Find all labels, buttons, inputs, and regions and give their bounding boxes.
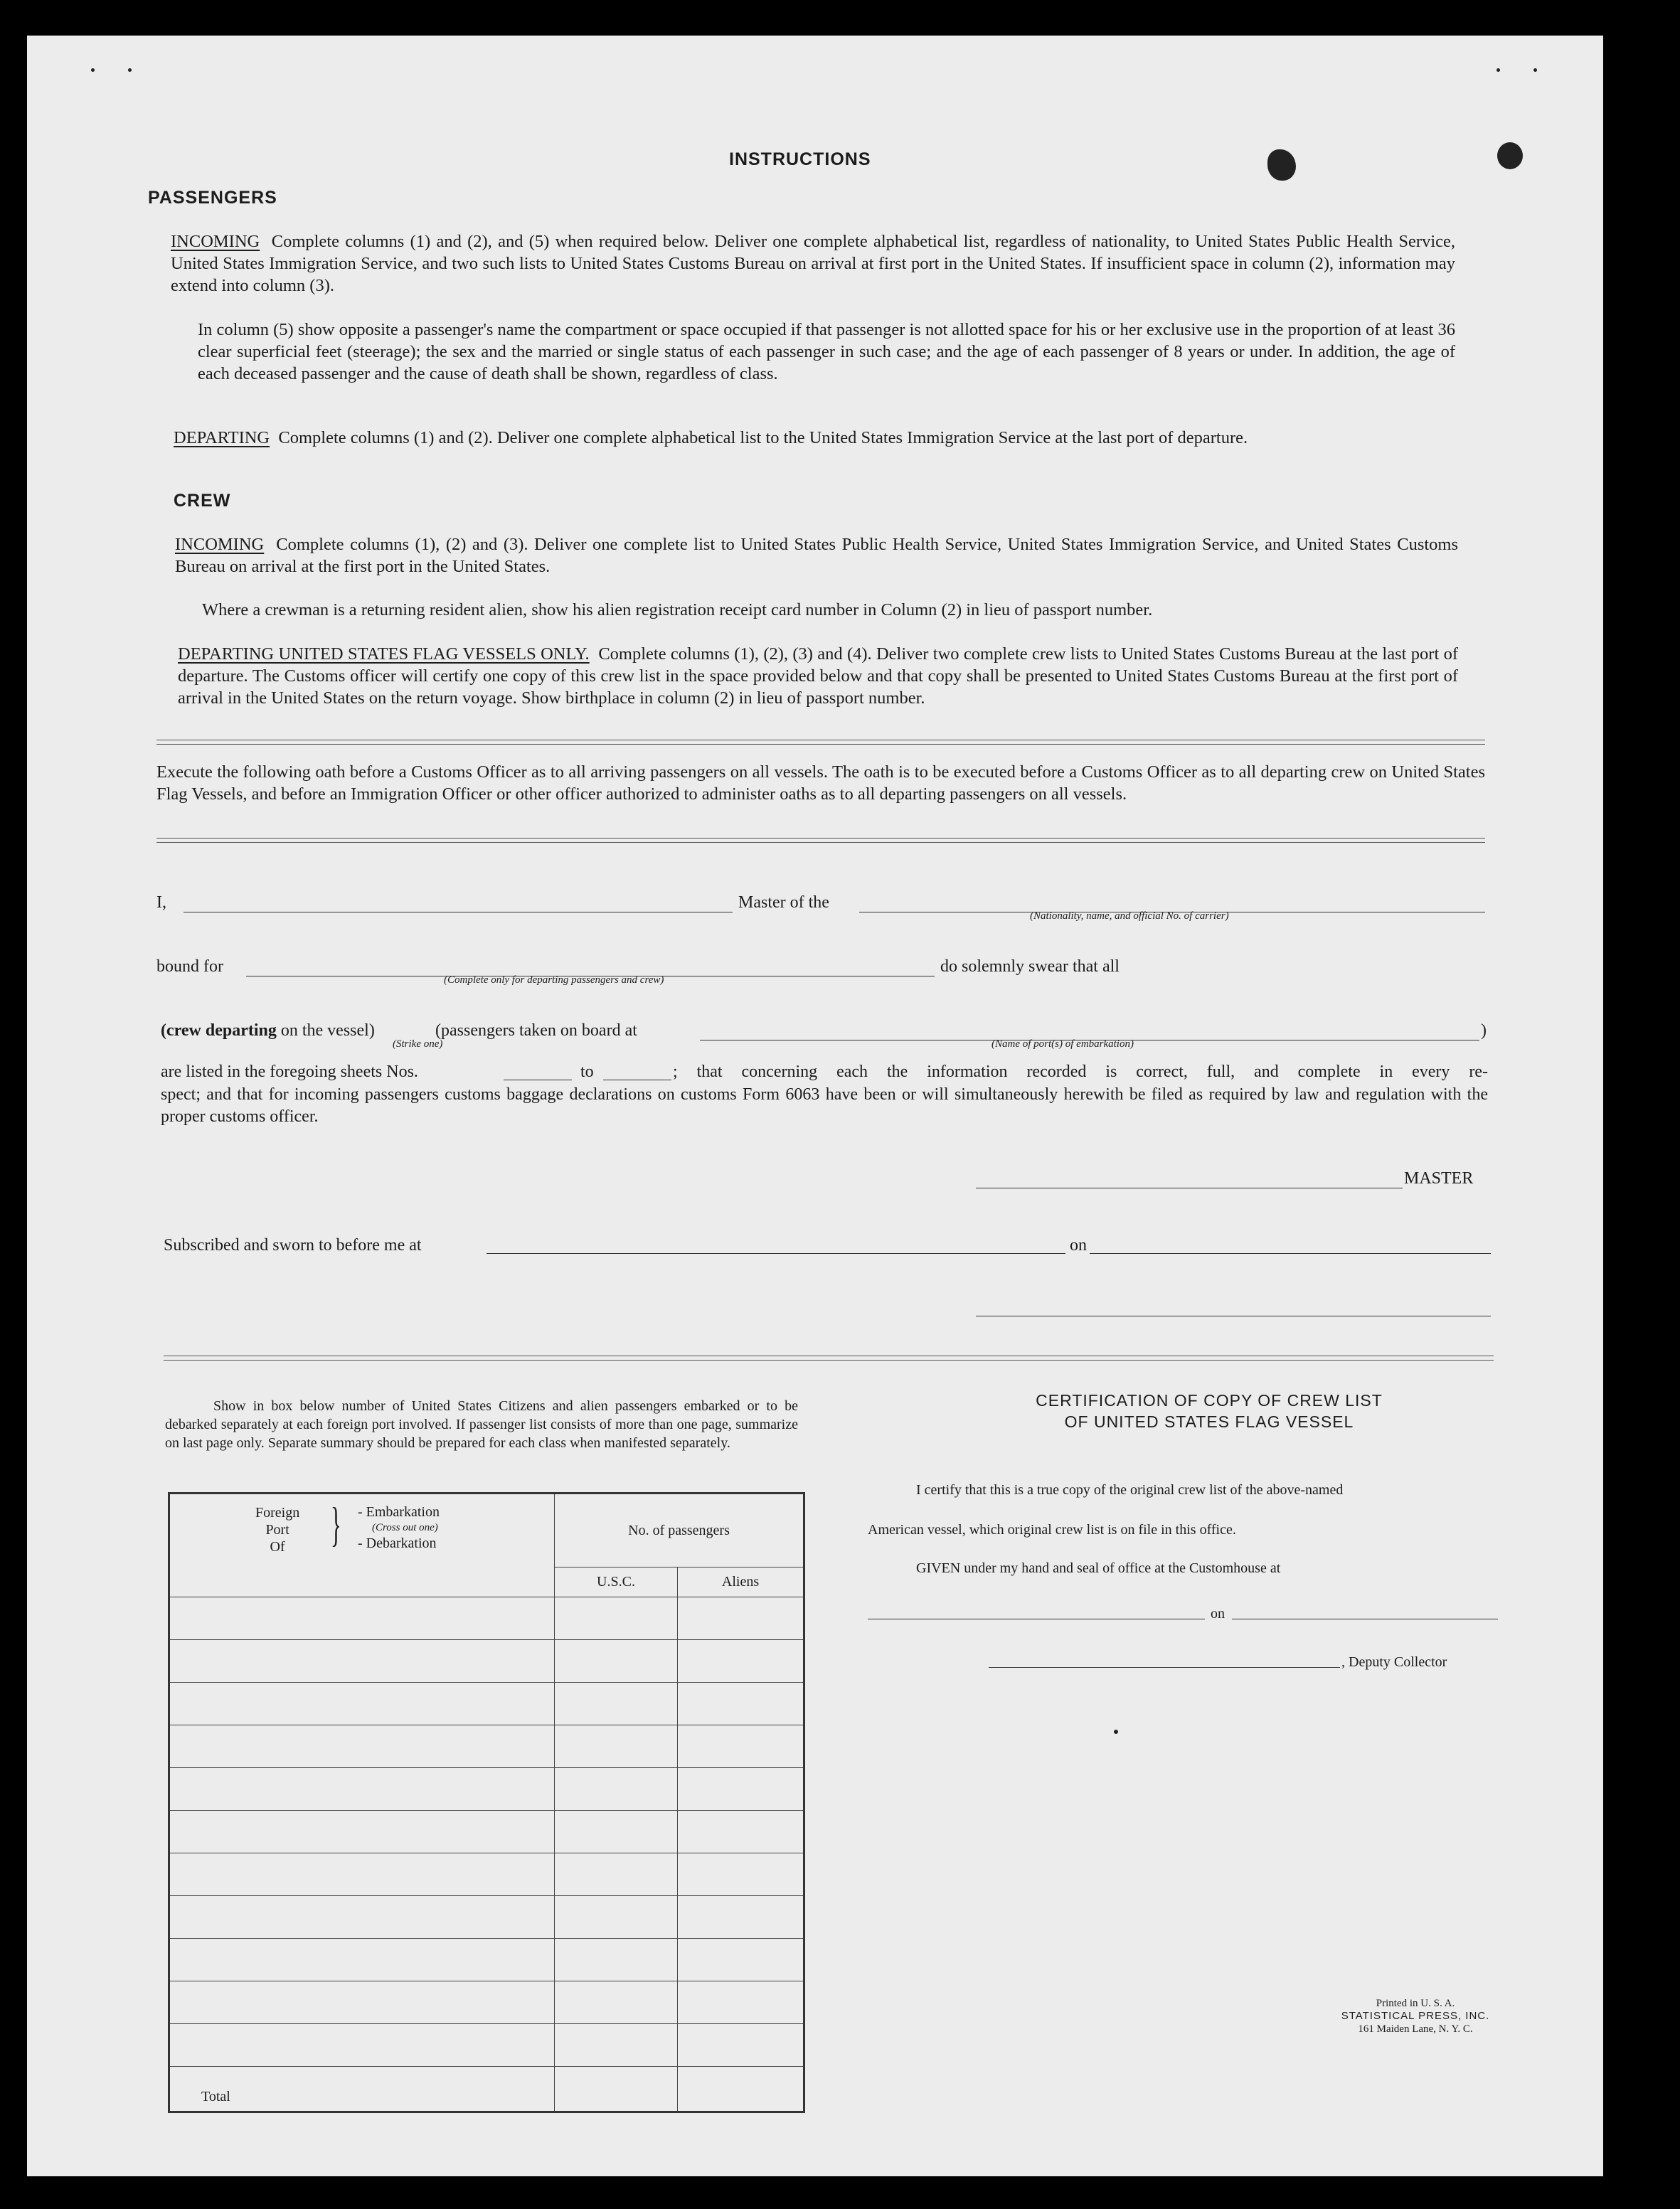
carrier-caption: (Nationality, name, and official No. of carrier) [1030,910,1229,922]
brace-glyph: } [331,1497,341,1551]
port-header-cell [169,1494,555,1597]
table-row [169,1725,804,1768]
usc-cell[interactable] [555,1853,678,1896]
usc-cell[interactable] [555,1768,678,1811]
certification-title-line1: CERTIFICATION OF COPY OF CREW LIST [1036,1391,1383,1410]
table-row [169,1768,804,1811]
passengers-departing-paragraph [174,427,1455,449]
usc-cell[interactable] [555,1939,678,1981]
sworn-date-field[interactable] [1090,1253,1491,1254]
listed-post: ; that concerning each the information recorded is correct, full, and complete in every re- [673,1063,1488,1081]
total-usc-cell[interactable] [555,2067,678,2112]
speck [1114,1730,1118,1734]
crew-departing-label: DEPARTING UNITED STATES FLAG VESSELS ONLY. [178,644,590,664]
passengers-column5-paragraph: In column (5) show opposite a passenger's name the compartment or space occupied if that passenger is not allotted space for his or her exclusive use in the proportion of at least 36 clear superficial feet (steerage); the sex and the married or single status of each passenger in such case; and the age of each passenger of 8 years or under. In addition, the age of each deceased passenger and the cause of death shall be shown, regardless of class. [198,320,1455,383]
aliens-cell[interactable] [678,1725,804,1768]
printer-line2: STATISTICAL PRESS, INC. [1341,2010,1490,2022]
cert-on-label: on [1211,1606,1225,1622]
table-row [169,1981,804,2024]
deputy-signature-field[interactable] [989,1667,1340,1668]
port-cell[interactable] [169,1896,555,1939]
speck [91,68,95,72]
bound-caption: (Complete only for departing passengers and crew) [444,974,664,986]
aliens-header: Aliens [678,1567,804,1597]
port-cell[interactable] [169,2024,555,2067]
usc-cell[interactable] [555,1640,678,1683]
port-cell[interactable] [169,1768,555,1811]
crew-departing-paragraph [178,643,1458,709]
ink-blot [1267,149,1296,181]
certify-line1: I certify that this is a true copy of the original crew list of the above-named [916,1482,1344,1498]
aliens-cell[interactable] [678,1640,804,1683]
aliens-cell[interactable] [678,1939,804,1981]
usc-cell[interactable] [555,1896,678,1939]
sworn-place-field[interactable] [487,1253,1065,1254]
crew-departing-text: (crew departing [161,1021,277,1040]
on-the-vessel-text: on the vessel) [280,1021,375,1040]
certification-title [925,1390,1494,1432]
swear-text: do solemnly swear that all [940,957,1120,976]
deputy-collector-label: , Deputy Collector [1341,1654,1447,1670]
crew-heading: CREW [174,491,231,511]
port-cell[interactable] [169,1939,555,1981]
aliens-cell[interactable] [678,1811,804,1853]
total-aliens-cell[interactable] [678,2067,804,2112]
port-cell[interactable] [169,1811,555,1853]
of-label: Of [270,1539,285,1555]
crew-incoming-label: INCOMING [175,535,265,554]
usc-header: U.S.C. [555,1567,678,1597]
embark-debark-options [358,1504,440,1551]
certify-line2: American vessel, which original crew list is on file in this office. [868,1522,1236,1538]
no-passengers-header: No. of passengers [555,1494,804,1567]
passengers-incoming-label: INCOMING [171,232,260,251]
usc-cell[interactable] [555,2024,678,2067]
subscribed-label: Subscribed and sworn to before me at [164,1236,422,1255]
bound-for-label: bound for [156,957,223,976]
crew-departing-text: Complete columns (1), (2), (3) and (4). Deliver two complete crew lists to United States Customs Bureau at the last port of departure. The Customs officer will certify one copy of this crew list in the space provided below and that copy shall be presented to United States Customs Bureau at the first port of arrival in the United States on the return voyage. Show birthplace in column (2) in lieu of passport number. [178,644,1458,708]
listed-rest: spect; and that for incoming passengers customs baggage declarations on customs Form 6063 have been or will simultaneously herewith be filed as required by law and regulation with the proper customs officer. [161,1085,1488,1126]
speck [1496,68,1500,72]
port-cell[interactable] [169,1853,555,1896]
usc-cell[interactable] [555,1683,678,1725]
aliens-cell[interactable] [678,1597,804,1640]
strike-caption: (Strike one) [393,1038,443,1050]
listed-to: to [580,1063,594,1081]
oath-intro: Execute the following oath before a Customs Officer as to all arriving passengers on all vessels. The oath is to be executed before a Customs Officer as to all departing crew on United States Flag Vessels, and before an Immigration Officer or other officer authorized to administer oaths as to all departing passengers on all vessels. [156,762,1485,804]
usc-cell[interactable] [555,1597,678,1640]
speck [1533,68,1537,72]
listed-pre: are listed in the foregoing sheets Nos. [161,1063,418,1081]
certification-title-line2: OF UNITED STATES FLAG VESSEL [1064,1412,1354,1431]
table-row [169,1853,804,1896]
port-cell[interactable] [169,1725,555,1768]
passengers-incoming-text: Complete columns (1) and (2), and (5) when required below. Deliver one complete alphabetical list, regardless of nationality, to United States Public Health Service, United States Immigration Service, and two such lists to United States Customs Bureau on arrival at first port in the United States. If insufficient space in column (2), information may extend into column (3). [171,232,1456,295]
cross-out-label: (Cross out one) [372,1522,438,1533]
summary-note: Show in box below number of United States Citizens and alien passengers embarked or to be debarked separately at each foreign port involved. If passenger list consists of more than one page, summarize on last page only. Separate summary should be prepared for each class when manifested separately. [165,1398,798,1451]
master-label: MASTER [1404,1169,1474,1188]
printer-line3: 161 Maiden Lane, N. Y. C. [1358,2023,1473,2035]
aliens-cell[interactable] [678,1981,804,2024]
usc-cell[interactable] [555,1725,678,1768]
debarkation-label: - Debarkation [358,1535,437,1551]
speck [128,68,132,72]
passengers-taken-label: (passengers taken on board at [435,1021,637,1040]
divider [156,838,1485,843]
port-cell[interactable] [169,1981,555,2024]
foreign-label: Foreign [255,1505,300,1521]
passengers-departing-label: DEPARTING [174,428,270,447]
foreign-port-of [255,1504,299,1555]
total-row [169,2067,804,2112]
table-row [169,1896,804,1939]
port-cell[interactable] [169,1597,555,1640]
crew-resident-paragraph: Where a crewman is a returning resident alien, show his alien registration receipt card number in Column (2) in lieu of passport number. [202,600,1153,619]
table-row [169,1811,804,1853]
passenger-summary-table [168,1492,805,2113]
ink-blot [1497,142,1523,169]
total-label: Total [169,2067,555,2112]
page-title: INSTRUCTIONS [729,149,871,169]
aliens-cell[interactable] [678,1768,804,1811]
close-paren: ) [1481,1021,1487,1040]
divider [156,740,1485,745]
ports-caption: (Name of port(s) of embarkation) [991,1038,1134,1050]
table-row [169,1683,804,1725]
usc-cell[interactable] [555,1811,678,1853]
port-cell[interactable] [169,1683,555,1725]
embarkation-label: - Embarkation [358,1504,440,1520]
crew-incoming-text: Complete columns (1), (2) and (3). Deliver one complete list to United States Public Health Service, United States Immigration Service, and United States Customs Bureau on arrival at the first port in the United States. [175,535,1458,576]
passengers-departing-text: Complete columns (1) and (2). Deliver one complete alphabetical list to the United States Immigration Service at the last port of departure. [278,428,1248,447]
printer-line1: Printed in U. S. A. [1376,1998,1455,2009]
strike-option-crew [161,1021,375,1040]
table-row [169,2024,804,2067]
aliens-cell[interactable] [678,1853,804,1896]
divider [164,1356,1494,1361]
given-text: GIVEN under my hand and seal of office at the Customhouse at [916,1560,1281,1576]
aliens-cell[interactable] [678,1683,804,1725]
crew-incoming-paragraph [175,533,1458,577]
aliens-cell[interactable] [678,1896,804,1939]
aliens-cell[interactable] [678,2024,804,2067]
port-cell[interactable] [169,1640,555,1683]
usc-cell[interactable] [555,1981,678,2024]
table-row [169,1939,804,1981]
sworn-on-label: on [1070,1236,1087,1255]
table-row [169,1640,804,1683]
oath-i-label: I, [156,893,166,912]
table-header-row [169,1494,804,1567]
printer-imprint [1266,1997,1565,2035]
passengers-heading: PASSENGERS [148,188,277,208]
port-label: Port [265,1522,289,1538]
table-row [169,1597,804,1640]
master-of-the-label: Master of the [738,893,829,912]
passengers-incoming-paragraph [171,230,1455,297]
